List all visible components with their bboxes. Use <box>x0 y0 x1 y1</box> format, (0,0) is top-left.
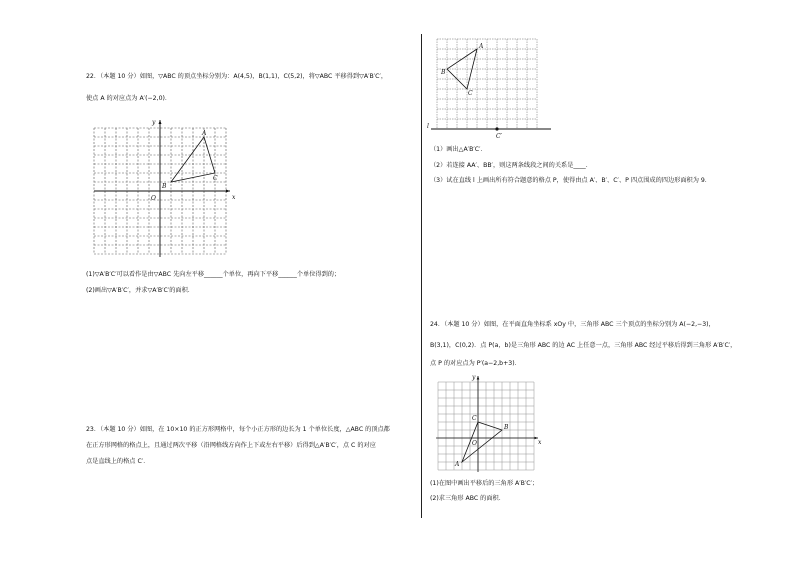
q24-x-axis-label: x <box>538 439 542 446</box>
q24-y-axis-label: y <box>472 374 476 381</box>
q23-point-c-prime-label: C′ <box>496 133 502 140</box>
q23-point-c-label: C <box>468 90 473 97</box>
q22-origin-label: O <box>151 195 156 202</box>
q22-part2: (2)画出▽A′B′C′，并求▽A′B′C′的面积． <box>86 287 194 294</box>
q23-line-l-label: l <box>427 123 429 130</box>
q22-x-axis-label: x <box>232 194 236 201</box>
q24-point-b-label: B <box>504 424 509 431</box>
q24-stem-line2: B(3,1)，C(0,2)．点 P(a，b)是三角形 ABC 的边 AC 上任意一点，三角形 ABC 经过平移后得到三角形 A′B′C′， <box>430 342 737 349</box>
q22-y-axis-label: y <box>152 119 156 126</box>
q22-part1: (1)▽A′B′C′可以看作是由▽ABC 先向左平移______个单位，再向下平移______个单位得到的； <box>86 271 341 278</box>
q24-part2: (2)求三角形 ABC 的面积． <box>430 495 505 502</box>
q24-stem-line1: 24．（本题 10 分）如图，在平面直角坐标系 xOy 中，三角形 ABC 三个顶点的坐标分别为 A(−2,−3)， <box>430 321 715 328</box>
q22-stem-line2: 使点 A 的对应点为 A′(−2,0)． <box>86 95 172 102</box>
q24-stem-line3: 点 P 的对应点为 P′(a−2,b+3)． <box>430 360 521 367</box>
q22-point-c-label: C <box>213 175 218 182</box>
column-divider <box>421 34 422 518</box>
q24-point-c-label: C <box>472 415 477 422</box>
q22-coordinate-grid <box>92 118 238 258</box>
q22-point-a-label: A <box>202 130 207 137</box>
q24-part1: (1)在图中画出平移后的三角形 A′B′C′； <box>430 480 539 487</box>
q23-stem-line1: 23．（本题 10 分）如图，在 10×10 的正方形网格中，每个小正方形的边长为 1 个单位长度，△ABC 的顶点都 <box>86 426 390 433</box>
q24-origin-label: O <box>472 440 477 447</box>
q23-part3: （3）试在直线 l 上画出所有符合题意的格点 P，使得由点 A′、B′、C′、P 四点围成的四边形面积为 9． <box>430 177 711 184</box>
q23-stem-line2: 在正方形网格的格点上，且通过两次平移（沿网格线方向作上下或左右平移）后得到△A′B′C′，点 C 的对应 <box>86 442 376 449</box>
q23-point-b-label: B <box>441 69 446 76</box>
q22-point-b-label: B <box>162 183 167 190</box>
q23-part2: （2）若连接 AA′、BB′，则这两条线段之间的关系是____． <box>430 162 592 169</box>
q23-part1: （1）画出△A′B′C′． <box>430 146 487 153</box>
q23-stem-line3: 点是直线上的格点 C′． <box>86 458 150 465</box>
q23-point-a-label: A <box>479 43 484 50</box>
q22-stem-line1: 22．（本题 10 分）如图，▽ABC 的顶点坐标分别为：A(4,5)，B(1,1)，C(5,2)，将▽ABC 平移得到▽A′B′C′， <box>86 73 388 80</box>
q24-coordinate-grid <box>434 372 544 472</box>
q24-point-a-label: A <box>455 461 460 468</box>
q23-square-grid <box>425 36 555 140</box>
